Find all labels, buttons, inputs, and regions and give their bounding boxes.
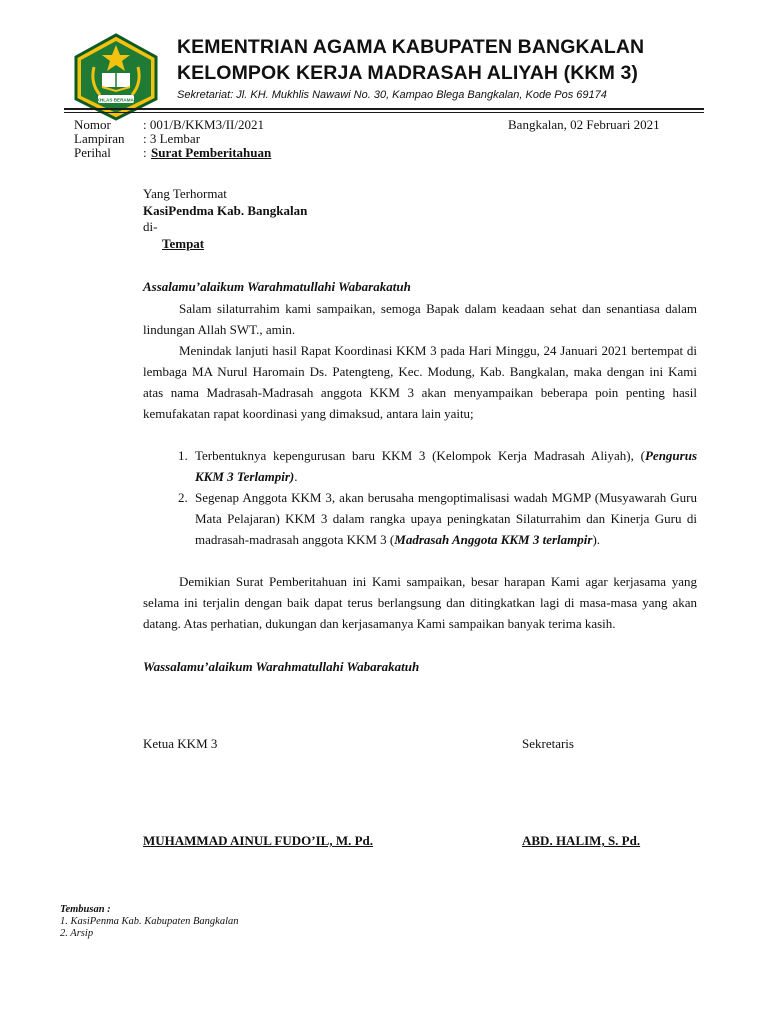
signature-left-title: Ketua KKM 3 — [143, 736, 218, 751]
recipient-name: KasiPendma Kab. Bangkalan — [143, 203, 308, 218]
recipient-greeting: Yang Terhormat — [143, 186, 227, 201]
letterhead-rule-thin — [64, 112, 704, 113]
list-item-1 — [195, 445, 697, 487]
list-item-2-number: 2. — [178, 490, 188, 505]
signature-right-title: Sekretaris — [522, 736, 574, 751]
list-item-2-text: Segenap Anggota KKM 3, akan berusaha mengoptimalisasi wadah MGMP (Musyawarah Guru Mata Pelajaran) KKM 3 dalam rangka upaya peningkatan Silaturrahim dan Kinerja Guru di madrasah-madrasah anggota KKM 3 ( — [195, 490, 697, 547]
list-item-2-close: ). — [592, 532, 601, 547]
letterhead-title: KEMENTRIAN AGAMA KABUPATEN BANGKALAN — [177, 36, 645, 58]
cc-item-2: 2. Arsip — [60, 928, 94, 939]
paragraph-context: Menindak lanjuti hasil Rapat Koordinasi KKM 3 pada Hari Minggu, 24 Januari 2021 bertempat di lembaga MA Nurul Haromain Ds. Patengteng, Kec. Modung, Kab. Bangkalan, maka dengan ini Kami atas nama Madrasah-Madrasah anggota KKM 3 akan menyampaikan beberapa poin penting hasil kemufakatan rapat koordinasi yang dimaksud, antara lain yaitu; — [143, 343, 697, 421]
paragraph-closing: Demikian Surat Pemberitahuan ini Kami sampaikan, besar harapan Kami agar kerjasama yang selama ini terjalin dengan baik dapat terus berlangsung dan ditingkatkan lagi di masa-masa yang akan datang. Atas perhatian, dukungan dan kerjasamanya Kami sampaikan banyak terima kasih. — [143, 574, 697, 631]
letterhead-rule-thick — [64, 108, 704, 110]
list-item-1-number: 1. — [178, 448, 188, 463]
cc-item-1: 1. KasiPenma Kab. Kabupaten Bangkalan — [60, 916, 239, 927]
recipient-place: Tempat — [162, 236, 205, 251]
list-item-1-open: ( — [640, 448, 645, 463]
paragraph-greeting: Salam silaturrahim kami sampaikan, semoga Bapak dalam keadaan sehat dan senantiasa dalam lindungan Allah SWT., amin. — [143, 301, 697, 337]
place-date: Bangkalan, 02 Februari 2021 — [508, 117, 660, 132]
signature-left-name: MUHAMMAD AINUL FUDO’IL, M. Pd. — [143, 833, 374, 848]
signature-right-name: ABD. HALIM, S. Pd. — [522, 833, 641, 848]
list-item-1-emphasis: Pengurus KKM 3 Terlampir) — [195, 448, 698, 484]
cc-heading: Tembusan : — [60, 904, 111, 915]
lampiran-value: : 3 Lembar — [143, 131, 201, 146]
list-item-2-emphasis: Madrasah Anggota KKM 3 terlampir — [394, 532, 593, 547]
salam-opening: Assalamu’alaikum Warahmatullahi Wabarakatuh — [143, 279, 411, 294]
perihal-colon: : — [143, 145, 147, 160]
perihal-label: Perihal — [74, 145, 111, 160]
nomor-label: Nomor — [74, 117, 111, 132]
logo-motto: IKHLAS BERAMAL — [95, 97, 137, 103]
letterhead-subtitle: KELOMPOK KERJA MADRASAH ALIYAH (KKM 3) — [177, 62, 638, 84]
list-item-2 — [195, 487, 697, 550]
salam-closing: Wassalamu’alaikum Warahmatullahi Wabarakatuh — [143, 659, 420, 674]
list-item-1-close: . — [294, 469, 298, 484]
letterhead-address: Sekretariat: Jl. KH. Mukhlis Nawawi No. 30, Kampao Blega Bangkalan, Kode Pos 69174 — [177, 89, 607, 101]
perihal-value: Surat Pemberitahuan — [151, 145, 272, 160]
list-item-1-text: Terbentuknya kepengurusan baru KKM 3 (Kelompok Kerja Madrasah Aliyah), — [195, 448, 634, 463]
nomor-value: : 001/B/KKM3/II/2021 — [143, 117, 264, 132]
recipient-di: di- — [143, 219, 158, 234]
lampiran-label: Lampiran — [74, 131, 125, 146]
